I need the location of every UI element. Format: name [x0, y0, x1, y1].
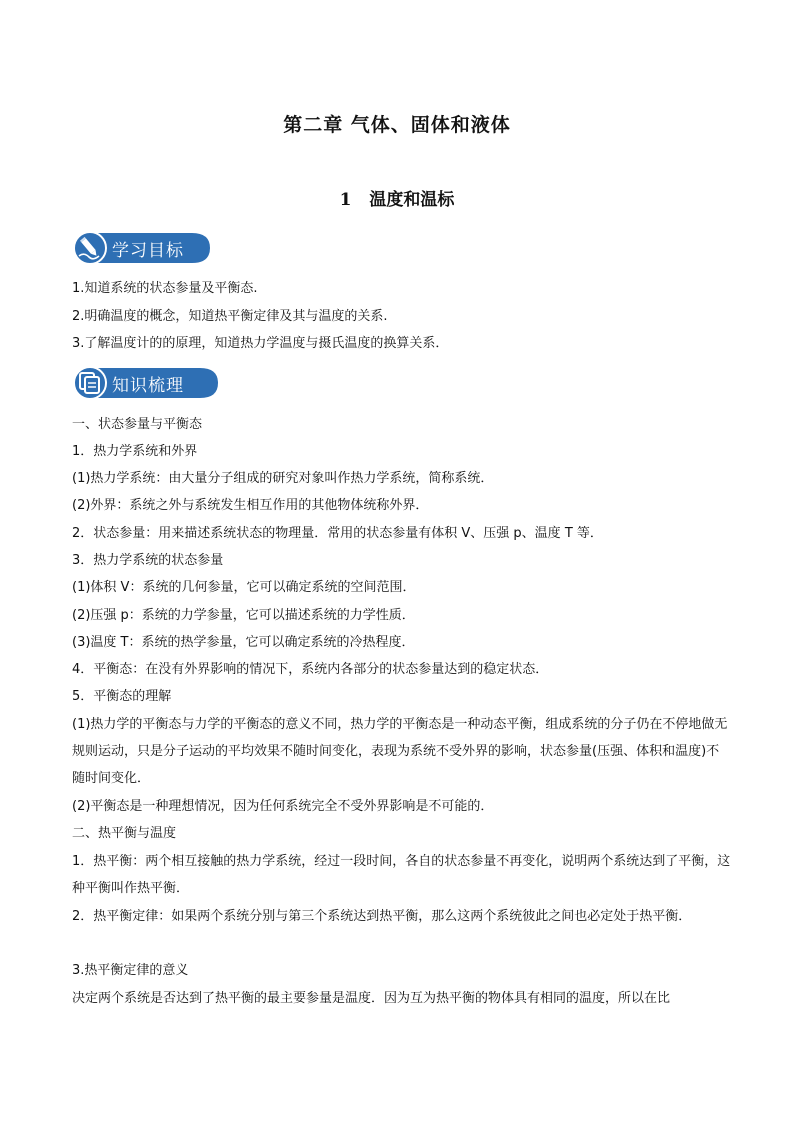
- text-line: (2)外界：系统之外与系统发生相互作用的其他物体统称外界．: [72, 498, 429, 513]
- section-heading-2: 二、热平衡与温度: [72, 826, 177, 841]
- lesson-number: 1: [339, 190, 352, 210]
- text-line: (1)体积 V：系统的几何参量，它可以确定系统的空间范围．: [72, 580, 416, 595]
- text-line: (1)热力学系统：由大量分子组成的研究对象叫作热力学系统，简称系统．: [72, 471, 494, 486]
- section-heading-1: 一、状态参量与平衡态: [72, 417, 203, 432]
- goals-badge-label: 学习目标: [112, 241, 184, 261]
- text-line: 决定两个系统是否达到了热平衡的最主要参量是温度．因为互为热平衡的物体具有相同的温度，所以在比: [72, 991, 671, 1006]
- goal-item-3: 3.了解温度计的的原理，知道热力学温度与摄氏温度的换算关系．: [72, 336, 449, 351]
- text-line: (2)压强 p：系统的力学参量，它可以描述系统的力学性质．: [72, 608, 415, 623]
- text-line: 4．平衡态：在没有外界影响的情况下，系统内各部分的状态参量达到的稳定状态．: [72, 662, 549, 677]
- subheading-law-meaning: 3.热平衡定律的意义: [72, 963, 189, 978]
- knowledge-badge-label: 知识梳理: [112, 376, 184, 396]
- subheading-1: 1．热力学系统和外界: [72, 444, 198, 459]
- paragraph: 1．热平衡：两个相互接触的热力学系统，经过一段时间，各自的状态参量不再变化，说明两个系统达到了平衡，这种平衡叫作热平衡．: [72, 854, 731, 896]
- lesson-title-text: 温度和温标: [369, 190, 455, 210]
- goals-section-badge: [72, 230, 212, 266]
- goal-item-2: 2.明确温度的概念，知道热平衡定律及其与温度的关系.: [72, 309, 388, 324]
- text-line: 2．状态参量：用来描述系统状态的物理量．常用的状态参量有体积 V、压强 p、温度 T 等．: [72, 526, 603, 541]
- goal-item-1: 1.知道系统的状态参量及平衡态.: [72, 281, 258, 296]
- knowledge-section-badge: [72, 365, 222, 401]
- documents-icon: [72, 365, 108, 401]
- subheading-5: 5．平衡态的理解: [72, 689, 172, 704]
- chapter-title: 第二章 气体、固体和液体: [283, 114, 511, 136]
- subheading-3: 3．热力学系统的状态参量: [72, 553, 224, 568]
- lesson-title: [0, 185, 794, 210]
- paragraph: (1)热力学的平衡态与力学的平衡态的意义不同，热力学的平衡态是一种动态平衡，组成系统的分子仍在不停地做无规则运动，只是分子运动的平均效果不随时间变化，表现为系统不受外界的影响，状态参量(压强、体积和温度)不随时间变化．: [72, 717, 728, 786]
- paragraph: 2．热平衡定律：如果两个系统分别与第三个系统达到热平衡，那么这两个系统彼此之间也必定处于热平衡．: [72, 909, 692, 924]
- text-line: (3)温度 T：系统的热学参量，它可以确定系统的冷热程度．: [72, 635, 415, 650]
- text-line: (2)平衡态是一种理想情况，因为任何系统完全不受外界影响是不可能的．: [72, 799, 494, 814]
- pencil-icon: [72, 230, 108, 266]
